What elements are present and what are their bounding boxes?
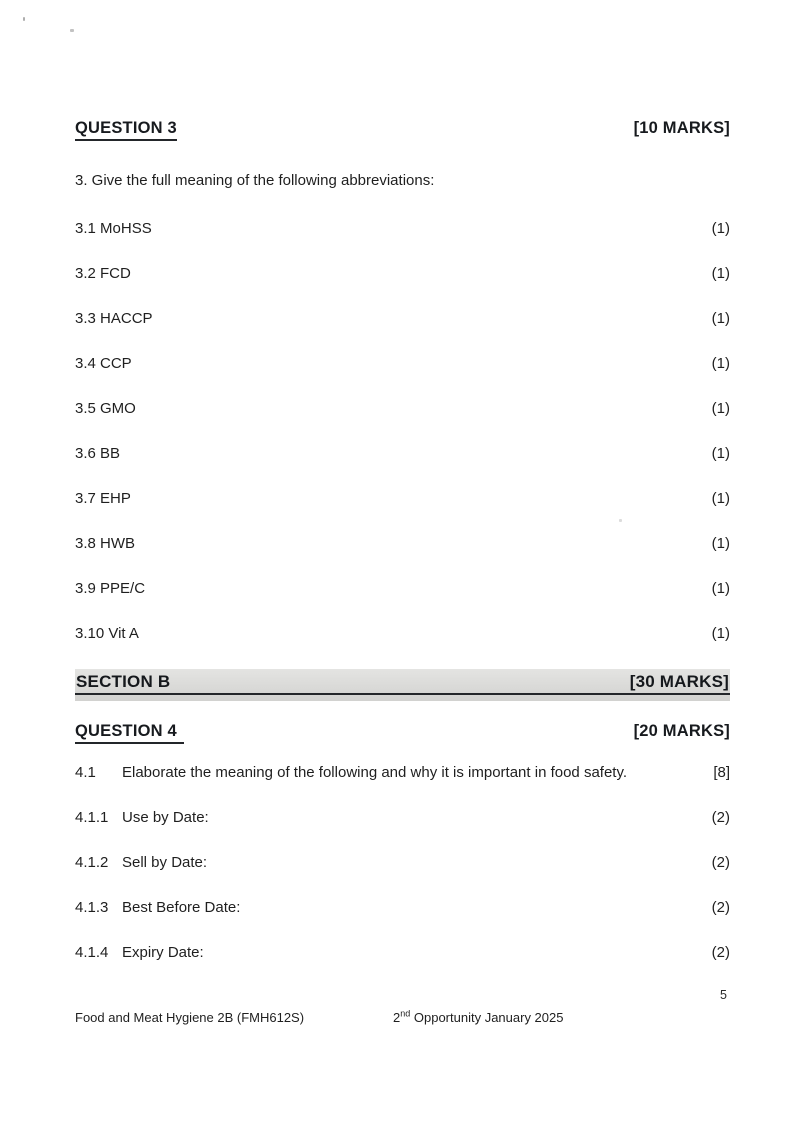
question4-marks: [20 MARKS] bbox=[633, 722, 730, 740]
item-label: 3.5 GMO bbox=[75, 400, 136, 417]
footer-session-rest: Opportunity January 2025 bbox=[413, 1010, 564, 1025]
item-marks: (1) bbox=[711, 355, 730, 372]
footer-exam-session bbox=[393, 1010, 563, 1025]
question3-heading-row bbox=[75, 118, 730, 141]
item-marks: (1) bbox=[711, 535, 730, 552]
scan-speck bbox=[70, 29, 74, 32]
item-label: 3.6 BB bbox=[75, 445, 121, 462]
question-item-row bbox=[75, 763, 730, 783]
question4-heading: QUESTION 4 bbox=[75, 721, 184, 744]
item-text: Sell by Date: bbox=[122, 854, 208, 871]
item-marks: (1) bbox=[711, 265, 730, 282]
item-marks: (1) bbox=[711, 220, 730, 237]
section-b-bar-inner bbox=[75, 669, 730, 695]
item-text: Best Before Date: bbox=[122, 899, 241, 916]
item-marks: (1) bbox=[711, 400, 730, 417]
item-label: 3.8 HWB bbox=[75, 535, 136, 552]
item-marks: (2) bbox=[711, 809, 730, 826]
item-marks: (1) bbox=[711, 310, 730, 327]
item-marks: (1) bbox=[711, 490, 730, 507]
item-marks: (2) bbox=[711, 899, 730, 916]
item-text: Expiry Date: bbox=[122, 944, 204, 961]
question-item-row bbox=[75, 444, 730, 464]
item-text: Use by Date: bbox=[122, 809, 209, 826]
item-number: 4.1.4 bbox=[75, 944, 109, 961]
question3-intro: 3. Give the full meaning of the following abbreviations: bbox=[75, 172, 435, 189]
item-label: 3.2 FCD bbox=[75, 265, 131, 282]
footer-course-title: Food and Meat Hygiene 2B (FMH612S) bbox=[75, 1010, 305, 1025]
scan-speck bbox=[23, 17, 25, 21]
question4-heading-row bbox=[75, 721, 730, 744]
item-marks: (2) bbox=[711, 944, 730, 961]
question-item-row bbox=[75, 534, 730, 554]
question3-heading: QUESTION 3 bbox=[75, 118, 177, 141]
question3-marks: [10 MARKS] bbox=[633, 119, 730, 137]
question-item-row bbox=[75, 219, 730, 239]
item-label: 3.9 PPE/C bbox=[75, 580, 146, 597]
item-label: 3.10 Vit A bbox=[75, 625, 139, 642]
question-item-row bbox=[75, 853, 730, 873]
footer-session-ordinal: nd bbox=[400, 1008, 411, 1019]
question-item-row bbox=[75, 624, 730, 644]
question-item-row bbox=[75, 579, 730, 599]
section-b-bar bbox=[75, 669, 730, 701]
question3-items bbox=[75, 219, 730, 644]
footer-session-number: 2 bbox=[393, 1010, 401, 1025]
item-number: 4.1.2 bbox=[75, 854, 109, 871]
scan-speck bbox=[619, 519, 622, 522]
section-b-marks: [30 MARKS] bbox=[629, 672, 729, 691]
page-number: 5 bbox=[720, 988, 727, 1002]
item-label: 3.4 CCP bbox=[75, 355, 132, 372]
question-item-row bbox=[75, 354, 730, 374]
item-text: Elaborate the meaning of the following and why it is important in food safety. bbox=[122, 764, 628, 781]
question-item-row bbox=[75, 264, 730, 284]
item-label: 3.7 EHP bbox=[75, 490, 131, 507]
item-number: 4.1.1 bbox=[75, 809, 109, 826]
question-item-row bbox=[75, 943, 730, 963]
item-marks: (1) bbox=[711, 625, 730, 642]
item-label: 3.1 MoHSS bbox=[75, 220, 152, 237]
question-item-row bbox=[75, 898, 730, 918]
item-number: 4.1 bbox=[75, 764, 96, 781]
item-label: 3.3 HACCP bbox=[75, 310, 153, 327]
item-number: 4.1.3 bbox=[75, 899, 109, 916]
question-item-row bbox=[75, 309, 730, 329]
item-marks: (2) bbox=[711, 854, 730, 871]
section-b-heading: SECTION B bbox=[76, 672, 171, 691]
item-marks: [8] bbox=[713, 764, 730, 781]
question-item-row bbox=[75, 808, 730, 828]
item-marks: (1) bbox=[711, 580, 730, 597]
question-item-row bbox=[75, 399, 730, 419]
item-marks: (1) bbox=[711, 445, 730, 462]
question-item-row bbox=[75, 489, 730, 509]
